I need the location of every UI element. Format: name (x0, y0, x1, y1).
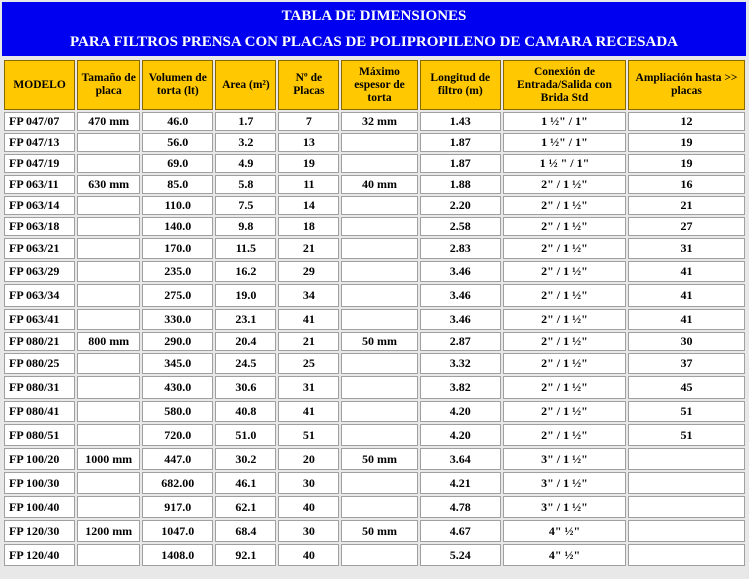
cell-expansion: 41 (628, 309, 745, 330)
page-title: TABLA DE DIMENSIONES (281, 8, 467, 24)
table-body (4, 112, 745, 566)
cell-filter-length: 1.88 (420, 175, 501, 194)
cell-max-thickness: 50 mm (341, 332, 417, 351)
column-header-espesor-torta: Máximo espesor de torta (341, 60, 417, 110)
cell-expansion: 12 (628, 112, 745, 131)
cell-area: 4.9 (215, 154, 276, 173)
table-row (4, 112, 745, 131)
cell-area: 3.2 (215, 133, 276, 152)
cell-cake-volume: 330.0 (142, 309, 213, 330)
cell-max-thickness (341, 196, 417, 215)
cell-connection: 2" / 1 ½" (503, 196, 626, 215)
cell-plates: 31 (278, 376, 339, 399)
cell-area: 40.8 (215, 401, 276, 422)
column-header-ampliacion: Ampliación hasta >> placas (628, 60, 745, 110)
cell-model: FP 063/29 (4, 261, 75, 282)
cell-cake-volume: 235.0 (142, 261, 213, 282)
cell-max-thickness: 50 mm (341, 520, 417, 542)
cell-connection: 4" ½" (503, 520, 626, 542)
cell-connection: 2" / 1 ½" (503, 217, 626, 236)
cell-model: FP 100/30 (4, 472, 75, 494)
cell-area: 9.8 (215, 217, 276, 236)
cell-plate-size: 470 mm (77, 112, 140, 131)
column-header-volumen-torta: Volumen de torta (lt) (142, 60, 213, 110)
cell-area: 11.5 (215, 238, 276, 259)
cell-model: FP 100/20 (4, 448, 75, 470)
cell-filter-length: 4.20 (420, 401, 501, 422)
cell-max-thickness (341, 217, 417, 236)
cell-plates: 40 (278, 496, 339, 518)
cell-connection: 2" / 1 ½" (503, 353, 626, 374)
table-row (4, 520, 745, 542)
cell-plate-size: 1000 mm (77, 448, 140, 470)
cell-filter-length: 1.87 (420, 154, 501, 173)
title-banner (2, 2, 746, 56)
cell-model: FP 080/25 (4, 353, 75, 374)
cell-max-thickness: 32 mm (341, 112, 417, 131)
cell-connection: 3" / 1 ½" (503, 496, 626, 518)
cell-filter-length: 1.43 (420, 112, 501, 131)
cell-max-thickness: 40 mm (341, 175, 417, 194)
cell-model: FP 047/07 (4, 112, 75, 131)
cell-connection: 2" / 1 ½" (503, 175, 626, 194)
cell-model: FP 047/13 (4, 133, 75, 152)
cell-expansion: 16 (628, 175, 745, 194)
cell-plate-size: 800 mm (77, 332, 140, 351)
cell-plate-size: 630 mm (77, 175, 140, 194)
cell-filter-length: 3.46 (420, 261, 501, 282)
table-row (4, 196, 745, 215)
column-header-modelo: MODELO (4, 60, 75, 110)
cell-expansion: 21 (628, 196, 745, 215)
cell-plates: 14 (278, 196, 339, 215)
table-row (4, 401, 745, 422)
cell-expansion (628, 496, 745, 518)
table-row (4, 309, 745, 330)
cell-area: 30.2 (215, 448, 276, 470)
cell-model: FP 063/21 (4, 238, 75, 259)
cell-plates: 41 (278, 401, 339, 422)
table-row (4, 472, 745, 494)
cell-cake-volume: 170.0 (142, 238, 213, 259)
cell-plates: 21 (278, 238, 339, 259)
column-header-conexion: Conexión de Entrada/Salida con Brida Std (503, 60, 626, 110)
cell-connection: 1 ½" / 1" (503, 133, 626, 152)
cell-area: 23.1 (215, 309, 276, 330)
cell-cake-volume: 85.0 (142, 175, 213, 194)
cell-expansion: 27 (628, 217, 745, 236)
cell-filter-length: 3.82 (420, 376, 501, 399)
cell-expansion: 30 (628, 332, 745, 351)
cell-model: FP 080/31 (4, 376, 75, 399)
cell-plate-size (77, 238, 140, 259)
cell-filter-length: 3.46 (420, 309, 501, 330)
cell-area: 5.8 (215, 175, 276, 194)
cell-connection: 3" / 1 ½" (503, 472, 626, 494)
cell-plates: 25 (278, 353, 339, 374)
cell-expansion: 19 (628, 154, 745, 173)
cell-max-thickness (341, 261, 417, 282)
table-row (4, 424, 745, 446)
cell-area: 46.1 (215, 472, 276, 494)
cell-max-thickness (341, 133, 417, 152)
table-row (4, 284, 745, 307)
cell-cake-volume: 140.0 (142, 217, 213, 236)
cell-area: 7.5 (215, 196, 276, 215)
cell-plates: 51 (278, 424, 339, 446)
cell-filter-length: 5.24 (420, 544, 501, 566)
cell-filter-length: 3.64 (420, 448, 501, 470)
cell-expansion (628, 448, 745, 470)
cell-model: FP 120/40 (4, 544, 75, 566)
cell-expansion: 45 (628, 376, 745, 399)
column-header-area: Area (m²) (215, 60, 276, 110)
cell-max-thickness (341, 472, 417, 494)
cell-filter-length: 4.21 (420, 472, 501, 494)
cell-plates: 30 (278, 520, 339, 542)
cell-expansion: 31 (628, 238, 745, 259)
cell-max-thickness (341, 376, 417, 399)
cell-filter-length: 4.67 (420, 520, 501, 542)
cell-area: 62.1 (215, 496, 276, 518)
cell-connection: 2" / 1 ½" (503, 284, 626, 307)
table-row (4, 544, 745, 566)
dimensions-table (2, 58, 747, 568)
cell-filter-length: 3.46 (420, 284, 501, 307)
cell-cake-volume: 720.0 (142, 424, 213, 446)
cell-plates: 7 (278, 112, 339, 131)
cell-max-thickness (341, 284, 417, 307)
cell-cake-volume: 1408.0 (142, 544, 213, 566)
cell-plates: 41 (278, 309, 339, 330)
table-row (4, 353, 745, 374)
cell-connection: 2" / 1 ½" (503, 376, 626, 399)
cell-connection: 3" / 1 ½" (503, 448, 626, 470)
cell-max-thickness (341, 544, 417, 566)
table-row (4, 332, 745, 351)
column-header-tamano-placa: Tamaño de placa (77, 60, 140, 110)
cell-expansion (628, 520, 745, 542)
cell-area: 20.4 (215, 332, 276, 351)
cell-plate-size: 1200 mm (77, 520, 140, 542)
cell-plates: 29 (278, 261, 339, 282)
cell-plate-size (77, 401, 140, 422)
cell-plates: 13 (278, 133, 339, 152)
cell-connection: 1 ½" / 1" (503, 112, 626, 131)
cell-plate-size (77, 496, 140, 518)
cell-cake-volume: 110.0 (142, 196, 213, 215)
cell-plates: 30 (278, 472, 339, 494)
cell-cake-volume: 1047.0 (142, 520, 213, 542)
cell-connection: 4" ½" (503, 544, 626, 566)
cell-connection: 2" / 1 ½" (503, 238, 626, 259)
table-row (4, 217, 745, 236)
cell-filter-length: 2.20 (420, 196, 501, 215)
cell-connection: 2" / 1 ½" (503, 401, 626, 422)
cell-plate-size (77, 424, 140, 446)
cell-plates: 21 (278, 332, 339, 351)
cell-expansion: 41 (628, 284, 745, 307)
cell-connection: 2" / 1 ½" (503, 424, 626, 446)
cell-plate-size (77, 261, 140, 282)
cell-filter-length: 2.58 (420, 217, 501, 236)
cell-area: 16.2 (215, 261, 276, 282)
cell-model: FP 080/21 (4, 332, 75, 351)
cell-expansion: 51 (628, 424, 745, 446)
table-row (4, 154, 745, 173)
table-row (4, 376, 745, 399)
cell-model: FP 080/51 (4, 424, 75, 446)
cell-model: FP 120/30 (4, 520, 75, 542)
cell-max-thickness (341, 154, 417, 173)
cell-area: 92.1 (215, 544, 276, 566)
cell-plate-size (77, 284, 140, 307)
cell-area: 51.0 (215, 424, 276, 446)
cell-plate-size (77, 353, 140, 374)
cell-max-thickness: 50 mm (341, 448, 417, 470)
cell-filter-length: 2.83 (420, 238, 501, 259)
cell-connection: 2" / 1 ½" (503, 332, 626, 351)
cell-cake-volume: 917.0 (142, 496, 213, 518)
cell-plate-size (77, 472, 140, 494)
table-row (4, 261, 745, 282)
cell-cake-volume: 345.0 (142, 353, 213, 374)
cell-plates: 20 (278, 448, 339, 470)
cell-plate-size (77, 309, 140, 330)
cell-expansion (628, 544, 745, 566)
cell-model: FP 063/34 (4, 284, 75, 307)
cell-plate-size (77, 154, 140, 173)
cell-filter-length: 2.87 (420, 332, 501, 351)
cell-model: FP 100/40 (4, 496, 75, 518)
cell-plates: 11 (278, 175, 339, 194)
cell-model: FP 063/11 (4, 175, 75, 194)
cell-model: FP 080/41 (4, 401, 75, 422)
cell-plate-size (77, 376, 140, 399)
cell-max-thickness (341, 424, 417, 446)
cell-expansion: 37 (628, 353, 745, 374)
cell-cake-volume: 69.0 (142, 154, 213, 173)
cell-cake-volume: 682.00 (142, 472, 213, 494)
cell-filter-length: 4.20 (420, 424, 501, 446)
cell-connection: 2" / 1 ½" (503, 309, 626, 330)
cell-max-thickness (341, 496, 417, 518)
cell-cake-volume: 56.0 (142, 133, 213, 152)
cell-area: 30.6 (215, 376, 276, 399)
cell-model: FP 063/18 (4, 217, 75, 236)
cell-area: 19.0 (215, 284, 276, 307)
cell-cake-volume: 580.0 (142, 401, 213, 422)
cell-plates: 19 (278, 154, 339, 173)
cell-cake-volume: 46.0 (142, 112, 213, 131)
cell-expansion: 19 (628, 133, 745, 152)
cell-connection: 2" / 1 ½" (503, 261, 626, 282)
cell-max-thickness (341, 353, 417, 374)
cell-cake-volume: 275.0 (142, 284, 213, 307)
cell-filter-length: 3.32 (420, 353, 501, 374)
cell-model: FP 047/19 (4, 154, 75, 173)
cell-area: 24.5 (215, 353, 276, 374)
table-row (4, 238, 745, 259)
cell-model: FP 063/41 (4, 309, 75, 330)
cell-expansion: 41 (628, 261, 745, 282)
cell-area: 1.7 (215, 112, 276, 131)
cell-max-thickness (341, 238, 417, 259)
cell-area: 68.4 (215, 520, 276, 542)
cell-max-thickness (341, 401, 417, 422)
column-header-numero-placas: Nº de Placas (278, 60, 339, 110)
cell-plates: 34 (278, 284, 339, 307)
cell-cake-volume: 430.0 (142, 376, 213, 399)
cell-plate-size (77, 196, 140, 215)
cell-filter-length: 4.78 (420, 496, 501, 518)
table-row (4, 496, 745, 518)
cell-plates: 40 (278, 544, 339, 566)
cell-plate-size (77, 544, 140, 566)
page-subtitle: PARA FILTROS PRENSA CON PLACAS DE POLIPROPILENO DE CAMARA RECESADA (70, 34, 678, 50)
table-row (4, 133, 745, 152)
table-row (4, 175, 745, 194)
cell-expansion: 51 (628, 401, 745, 422)
cell-connection: 1 ½ " / 1" (503, 154, 626, 173)
cell-model: FP 063/14 (4, 196, 75, 215)
cell-plate-size (77, 133, 140, 152)
cell-plates: 18 (278, 217, 339, 236)
table-header-row (4, 60, 745, 110)
column-header-longitud-filtro: Longitud de filtro (m) (420, 60, 501, 110)
cell-plate-size (77, 217, 140, 236)
cell-cake-volume: 447.0 (142, 448, 213, 470)
cell-cake-volume: 290.0 (142, 332, 213, 351)
cell-max-thickness (341, 309, 417, 330)
table-row (4, 448, 745, 470)
cell-filter-length: 1.87 (420, 133, 501, 152)
cell-expansion (628, 472, 745, 494)
